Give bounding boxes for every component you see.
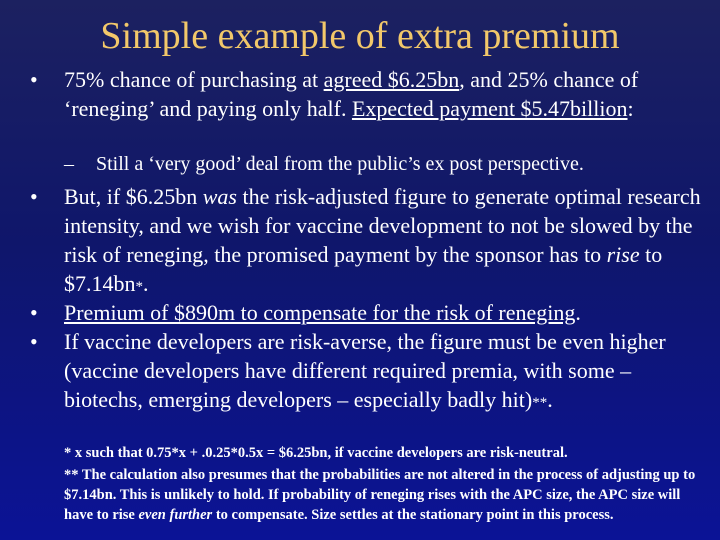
bullet-marker: •: [30, 300, 38, 325]
bullet-4-text-b: .: [547, 387, 553, 412]
bullet-3-underlined: Premium of $890m to compensate for the risk of reneging: [64, 300, 576, 325]
bullet-2-text-b: the risk-adjusted figure to generate optimal research intensity, and we wish for vaccine development to not be slowed by the risk of reneging, the promised payment by the sponsor has to: [64, 184, 701, 267]
bullet-2-text-c: to $7.14bn: [64, 242, 663, 296]
bullet-2-text-d: .: [143, 271, 149, 296]
footnote-2-text-b: to compensate. Size settles at the stationary point in this process.: [212, 507, 614, 523]
bullet-1: [64, 65, 704, 123]
bullet-1-text-a: 75% chance of purchasing at: [64, 67, 324, 92]
bullet-2-italic-was: was: [202, 184, 237, 209]
bullet-1-text-c: :: [627, 96, 634, 121]
footnote-2-text-a: ** The calculation also presumes that the probabilities are not altered in the process of adjusting up to $7.14bn. This is unlikely to hold. If probability of reneging rises with the APC size, the APC size will have to rise: [64, 467, 696, 523]
bullet-1-underlined-price: agreed $6.25bn: [323, 67, 460, 92]
bullet-3-text: .: [575, 300, 581, 325]
bullet-3: [64, 298, 704, 327]
bullet-marker: •: [30, 184, 38, 209]
bullet-marker: •: [30, 329, 38, 354]
bullet-2-footnote-mark: *: [135, 279, 143, 295]
bullet-2-text-a: But, if $6.25bn: [64, 184, 203, 209]
bullet-marker: •: [30, 67, 38, 92]
bullet-2: [64, 182, 704, 302]
footnote-2-italic: even further: [138, 507, 213, 523]
bullet-1-underlined-expected: Expected payment $5.47billion: [351, 96, 628, 121]
bullet-2-italic-rise: rise: [606, 242, 640, 267]
slide-title: Simple example of extra premium: [100, 15, 620, 57]
bullet-1-text-b: , and 25% chance of ‘reneging’ and paying only half.: [64, 67, 639, 121]
footnote-2: [64, 465, 704, 525]
bullet-4-text-a: If vaccine developers are risk-averse, the figure must be even higher (vaccine developers have different required premia, with some – biotechs, emerging developers – especially badly hit): [64, 329, 666, 412]
bullet-4: [64, 327, 704, 418]
bullet-4-footnote-mark: **: [532, 395, 548, 411]
sub-bullet-marker: –: [64, 153, 74, 175]
footnote-1: * x such that 0.75*x + .0.25*0.5x = $6.25bn, if vaccine developers are risk-neutral.: [64, 445, 568, 461]
sub-bullet-1: Still a ‘very good’ deal from the public’s ex post perspective.: [96, 153, 584, 175]
